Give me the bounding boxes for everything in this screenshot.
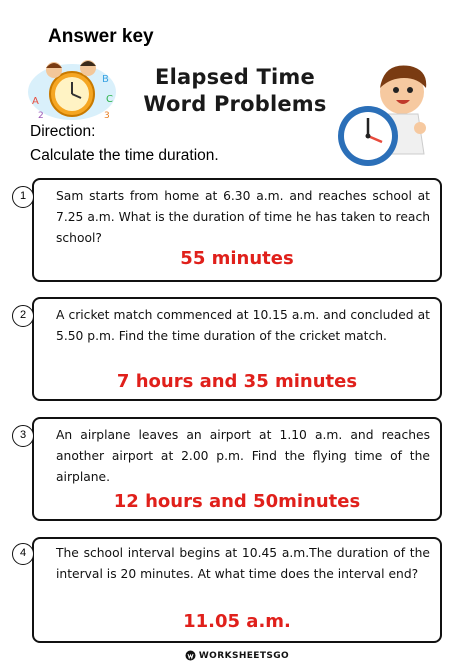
problem-number-2: 2 (12, 305, 34, 327)
direction-block (30, 120, 219, 168)
direction-label: Direction: (30, 123, 96, 140)
problem-question-3: An airplane leaves an airport at 1.10 a.m. and reaches another airport at 2.00 p.m. Find the flying time of the airplane. (56, 428, 430, 484)
problem-card-3 (19, 417, 442, 521)
problem-number-1: 1 (12, 186, 34, 208)
title-line-1: Elapsed Time (155, 65, 315, 89)
footer-brand-text: WORKSHEETSGO (198, 651, 290, 661)
footer-brand (0, 650, 474, 661)
problem-question-1: Sam starts from home at 6.30 a.m. and reaches school at 7.25 a.m. What is the duration of time he has taken to reach school? (56, 189, 430, 245)
problem-number-4: 4 (12, 543, 34, 565)
svg-text:A: A (32, 96, 39, 107)
problem-question-4: The school interval begins at 10.45 a.m.The duration of the interval is 20 minutes. At what time does the interval end? (56, 546, 430, 581)
boy-holding-clock-illustration (328, 62, 446, 172)
problem-answer-2: 7 hours and 35 minutes (116, 371, 358, 392)
problem-answer-3: 12 hours and 50minutes (113, 491, 361, 512)
problem-card-2 (19, 297, 442, 401)
svg-text:C: C (106, 94, 113, 105)
worksheetsgo-logo-icon (185, 650, 196, 661)
title-line-2: Word Problems (143, 92, 327, 116)
answer-key-label: Answer key (48, 26, 154, 47)
problem-answer-1: 55 minutes (180, 248, 294, 269)
problem-card-1 (19, 178, 442, 282)
direction-text: Calculate the time duration. (30, 147, 219, 164)
svg-text:3: 3 (104, 111, 110, 121)
svg-text:B: B (102, 74, 109, 85)
svg-text:2: 2 (38, 111, 44, 121)
problem-question-2: A cricket match commenced at 10.15 a.m. and concluded at 5.50 p.m. Find the time duration of the cricket match. (56, 308, 430, 343)
page-title (130, 64, 340, 118)
kids-with-clock-illustration (26, 52, 118, 122)
problem-number-3: 3 (12, 425, 34, 447)
problem-answer-4: 11.05 a.m. (183, 611, 291, 632)
problem-card-4 (19, 537, 442, 643)
